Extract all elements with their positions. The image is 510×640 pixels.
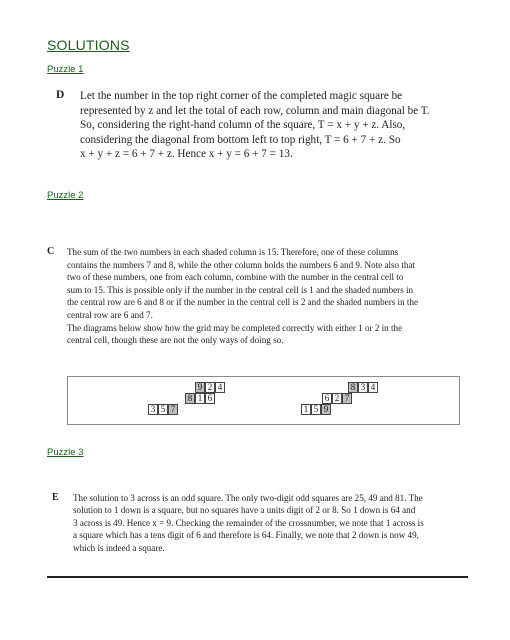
puzzle-2-heading: Puzzle 2 (47, 190, 84, 201)
text-line: which is indeed a square. (73, 542, 165, 553)
puzzle-2-answer: C (47, 246, 55, 257)
text-line: sum to 15. This is possible only if the number in the central cell is 1 and the shaded numbers in (67, 284, 414, 295)
text-line: considering the diagonal from bottom left to top right, T = 6 + 7 + z. So (80, 133, 401, 146)
text-line: a square which has a tens digit of 6 and therefore is 64. Finally, we note that 2 down is now 49, (73, 530, 419, 541)
puzzle-3-answer: E (52, 492, 59, 503)
text-line: central cell, though these are not the only ways of doing so. (67, 335, 284, 346)
text-line: 3 across is 49. Hence x = 9. Checking the remainder of the crossnumber, we note that 1 across is (73, 517, 424, 528)
bottom-divider (47, 576, 468, 578)
text-line: the central row are 6 and 8 or if the number in the central cell is 2 and the shaded numbers in the (67, 297, 418, 308)
puzzle-3-heading: Puzzle 3 (47, 447, 84, 458)
grid-cell: 4 (368, 382, 378, 393)
text-line: The diagrams below show how the grid may be completed correctly with either 1 or 2 in the (67, 322, 403, 333)
grid-cell: 6 (205, 393, 215, 404)
text-line: contains the numbers 7 and 8, while the other column holds the numbers 6 and 9. Note also that (67, 259, 416, 270)
grid-cell: 3 (148, 404, 158, 415)
text-line: solution to 1 down is a square, but no squares have a units digit of 2 or 8. So 1 down is 64 and (73, 505, 416, 516)
puzzle-1-solution-text (80, 89, 472, 162)
text-line: x + y + z = 6 + 7 + z. Hence x + y = 6 + 7 = 13. (80, 148, 293, 161)
grid-cell: 7 (168, 404, 178, 415)
grid-cell: 5 (311, 404, 321, 415)
grid-cell: 4 (215, 382, 225, 393)
grid-cell: 1 (195, 393, 205, 404)
puzzle-3-solution-text (73, 492, 467, 554)
grid-cell: 3 (358, 382, 368, 393)
text-line: Let the number in the top right corner of the completed magic square be (80, 90, 403, 102)
grid-cell: 6 (322, 393, 332, 404)
grid-cell: 7 (342, 393, 352, 404)
grid-cell: 9 (195, 382, 205, 393)
text-line: So, considering the right-hand column of the square, T = x + y + z. Also, (80, 119, 406, 132)
grid-cell: 5 (158, 404, 168, 415)
text-line: The sum of the two numbers in each shaded column is 15. Therefore, one of these columns (67, 247, 399, 257)
grid-cell: 1 (301, 404, 311, 415)
magic-square-diagrams (67, 376, 460, 425)
grid-cell: 2 (332, 393, 342, 404)
grid-cell: 9 (321, 404, 331, 415)
puzzle-2-solution-text (67, 246, 467, 347)
puzzle-1-answer: D (56, 89, 65, 101)
grid-cell: 8 (348, 382, 358, 393)
text-line: The solution to 3 across is an odd square. The only two-digit odd squares are 25, 49 and 81. The (73, 493, 423, 503)
text-line: central row are 6 and 7. (67, 309, 153, 320)
puzzle-1-heading: Puzzle 1 (47, 64, 84, 75)
page-title: SOLUTIONS (47, 37, 130, 53)
text-line: two of these numbers, one from each column, combine with the number in the central cell to (67, 272, 404, 283)
text-line: represented by z and let the total of each row, column and main diagonal be T. (80, 104, 430, 117)
grid-cell: 2 (205, 382, 215, 393)
grid-cell: 8 (185, 393, 195, 404)
